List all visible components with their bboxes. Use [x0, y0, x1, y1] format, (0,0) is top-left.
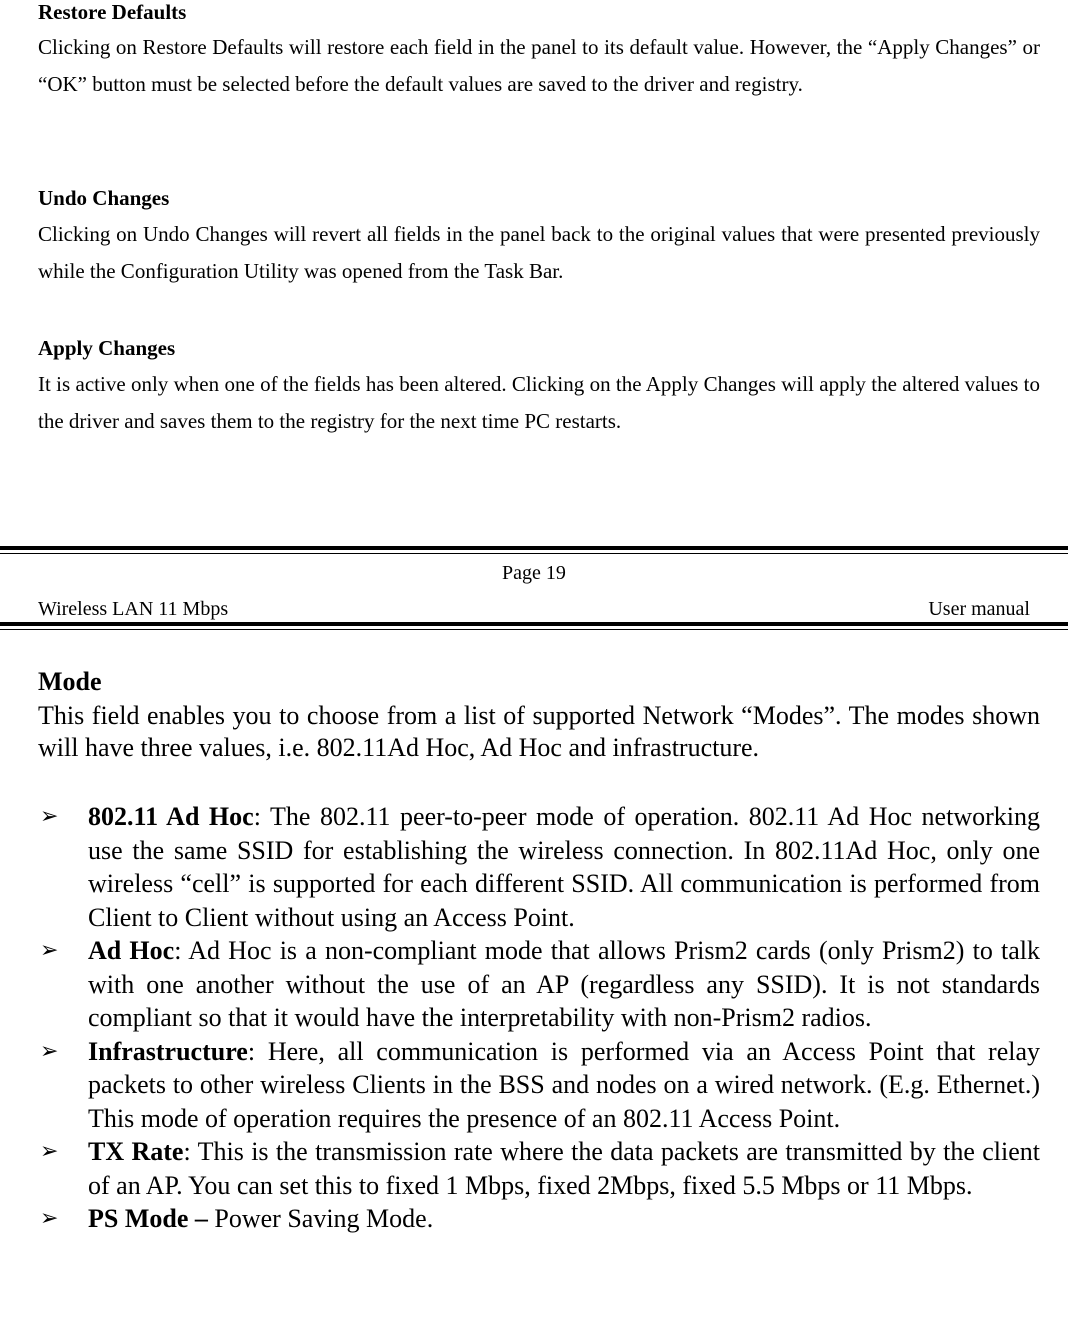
list-item-text: This is the transmission rate where the data packets are transmitted by the client of an AP. You can set this to fixed 1 Mbps, fixed 2Mbps, fixed 5.5 Mbps or 11 Mbps. [88, 1137, 1040, 1200]
list-item-text: Here, all communication is performed via an Access Point that relay packets to other wireless Clients in the BSS and nodes on a wired network. (E.g. Ethernet.) This mode of operation requires the presence of an 802.11 Access Point. [88, 1036, 1041, 1133]
list-item [38, 1202, 1040, 1236]
apply-changes-heading: Apply Changes [38, 336, 176, 360]
mode-list [38, 800, 1040, 1236]
undo-changes-text: Clicking on Undo Changes will revert all fields in the panel back to the original values that were presented previously while the Configuration Utility was opened from the Task Bar. [38, 222, 1040, 283]
list-item [38, 1135, 1040, 1202]
undo-changes-heading: Undo Changes [38, 186, 170, 210]
list-item-separator: : [247, 1036, 268, 1066]
arrow-bullet-icon: ➢ [40, 1206, 59, 1231]
apply-changes-text: It is active only when one of the fields has been altered. Clicking on the Apply Changes will apply the altered values to the driver and saves them to the registry for the next time PC restarts. [38, 372, 1040, 433]
restore-defaults-heading: Restore Defaults [38, 0, 187, 24]
list-item-term: PS Mode – [88, 1204, 208, 1233]
page-break-rule-bottom [0, 622, 1068, 626]
list-item-text: Ad Hoc is a non-compliant mode that allows Prism2 cards (only Prism2) to talk with one another without the use of an AP (regardless any SSID). It is not standards compliant so that it would have the interpretability with non-Prism2 radios. [88, 936, 1041, 1032]
page-break-rule-top-thin [0, 553, 1068, 554]
header-product-name: Wireless LAN 11 Mbps [38, 598, 229, 620]
page-number: Page 19 [502, 562, 566, 584]
mode-heading: Mode [38, 667, 102, 696]
list-item-term: Ad Hoc [88, 936, 175, 965]
mode-intro-text: This field enables you to choose from a list of supported Network “Modes”. The modes shown will have three values, i.e. 802.11Ad Hoc, Ad Hoc and infrastructure. [38, 701, 1040, 762]
list-item [38, 800, 1040, 934]
list-item-term: TX Rate [88, 1137, 184, 1166]
list-item-text: Power Saving Mode. [214, 1204, 434, 1233]
list-item-separator: : [174, 936, 189, 965]
arrow-bullet-icon: ➢ [40, 804, 59, 829]
header-doc-type: User manual [928, 598, 1030, 620]
list-item-term: 802.11 Ad Hoc [88, 802, 254, 831]
list-item-text: The 802.11 peer-to-peer mode of operation. 802.11 Ad Hoc networking use the same SSID for establishing the wireless connection. In 802.11Ad Hoc, only one wireless “cell” is supported for each different SSID. All communication is performed from Client to Client without using an Access Point. [88, 802, 1040, 932]
list-item-separator: : [183, 1137, 198, 1166]
restore-defaults-text: Clicking on Restore Defaults will restore each field in the panel to its default value. However, the “Apply Changes” or “OK” button must be selected before the default values are saved to the driver and registry. [38, 35, 1040, 96]
arrow-bullet-icon: ➢ [40, 1038, 59, 1064]
arrow-bullet-icon: ➢ [40, 1139, 59, 1164]
list-item-term: Infrastructure [88, 1036, 248, 1066]
page-break-rule-bottom-thin [0, 629, 1068, 630]
list-item [38, 1035, 1040, 1136]
arrow-bullet-icon: ➢ [40, 938, 59, 963]
list-item-separator: : [253, 802, 270, 831]
list-item [38, 934, 1040, 1035]
page-break-rule-top [0, 546, 1068, 550]
